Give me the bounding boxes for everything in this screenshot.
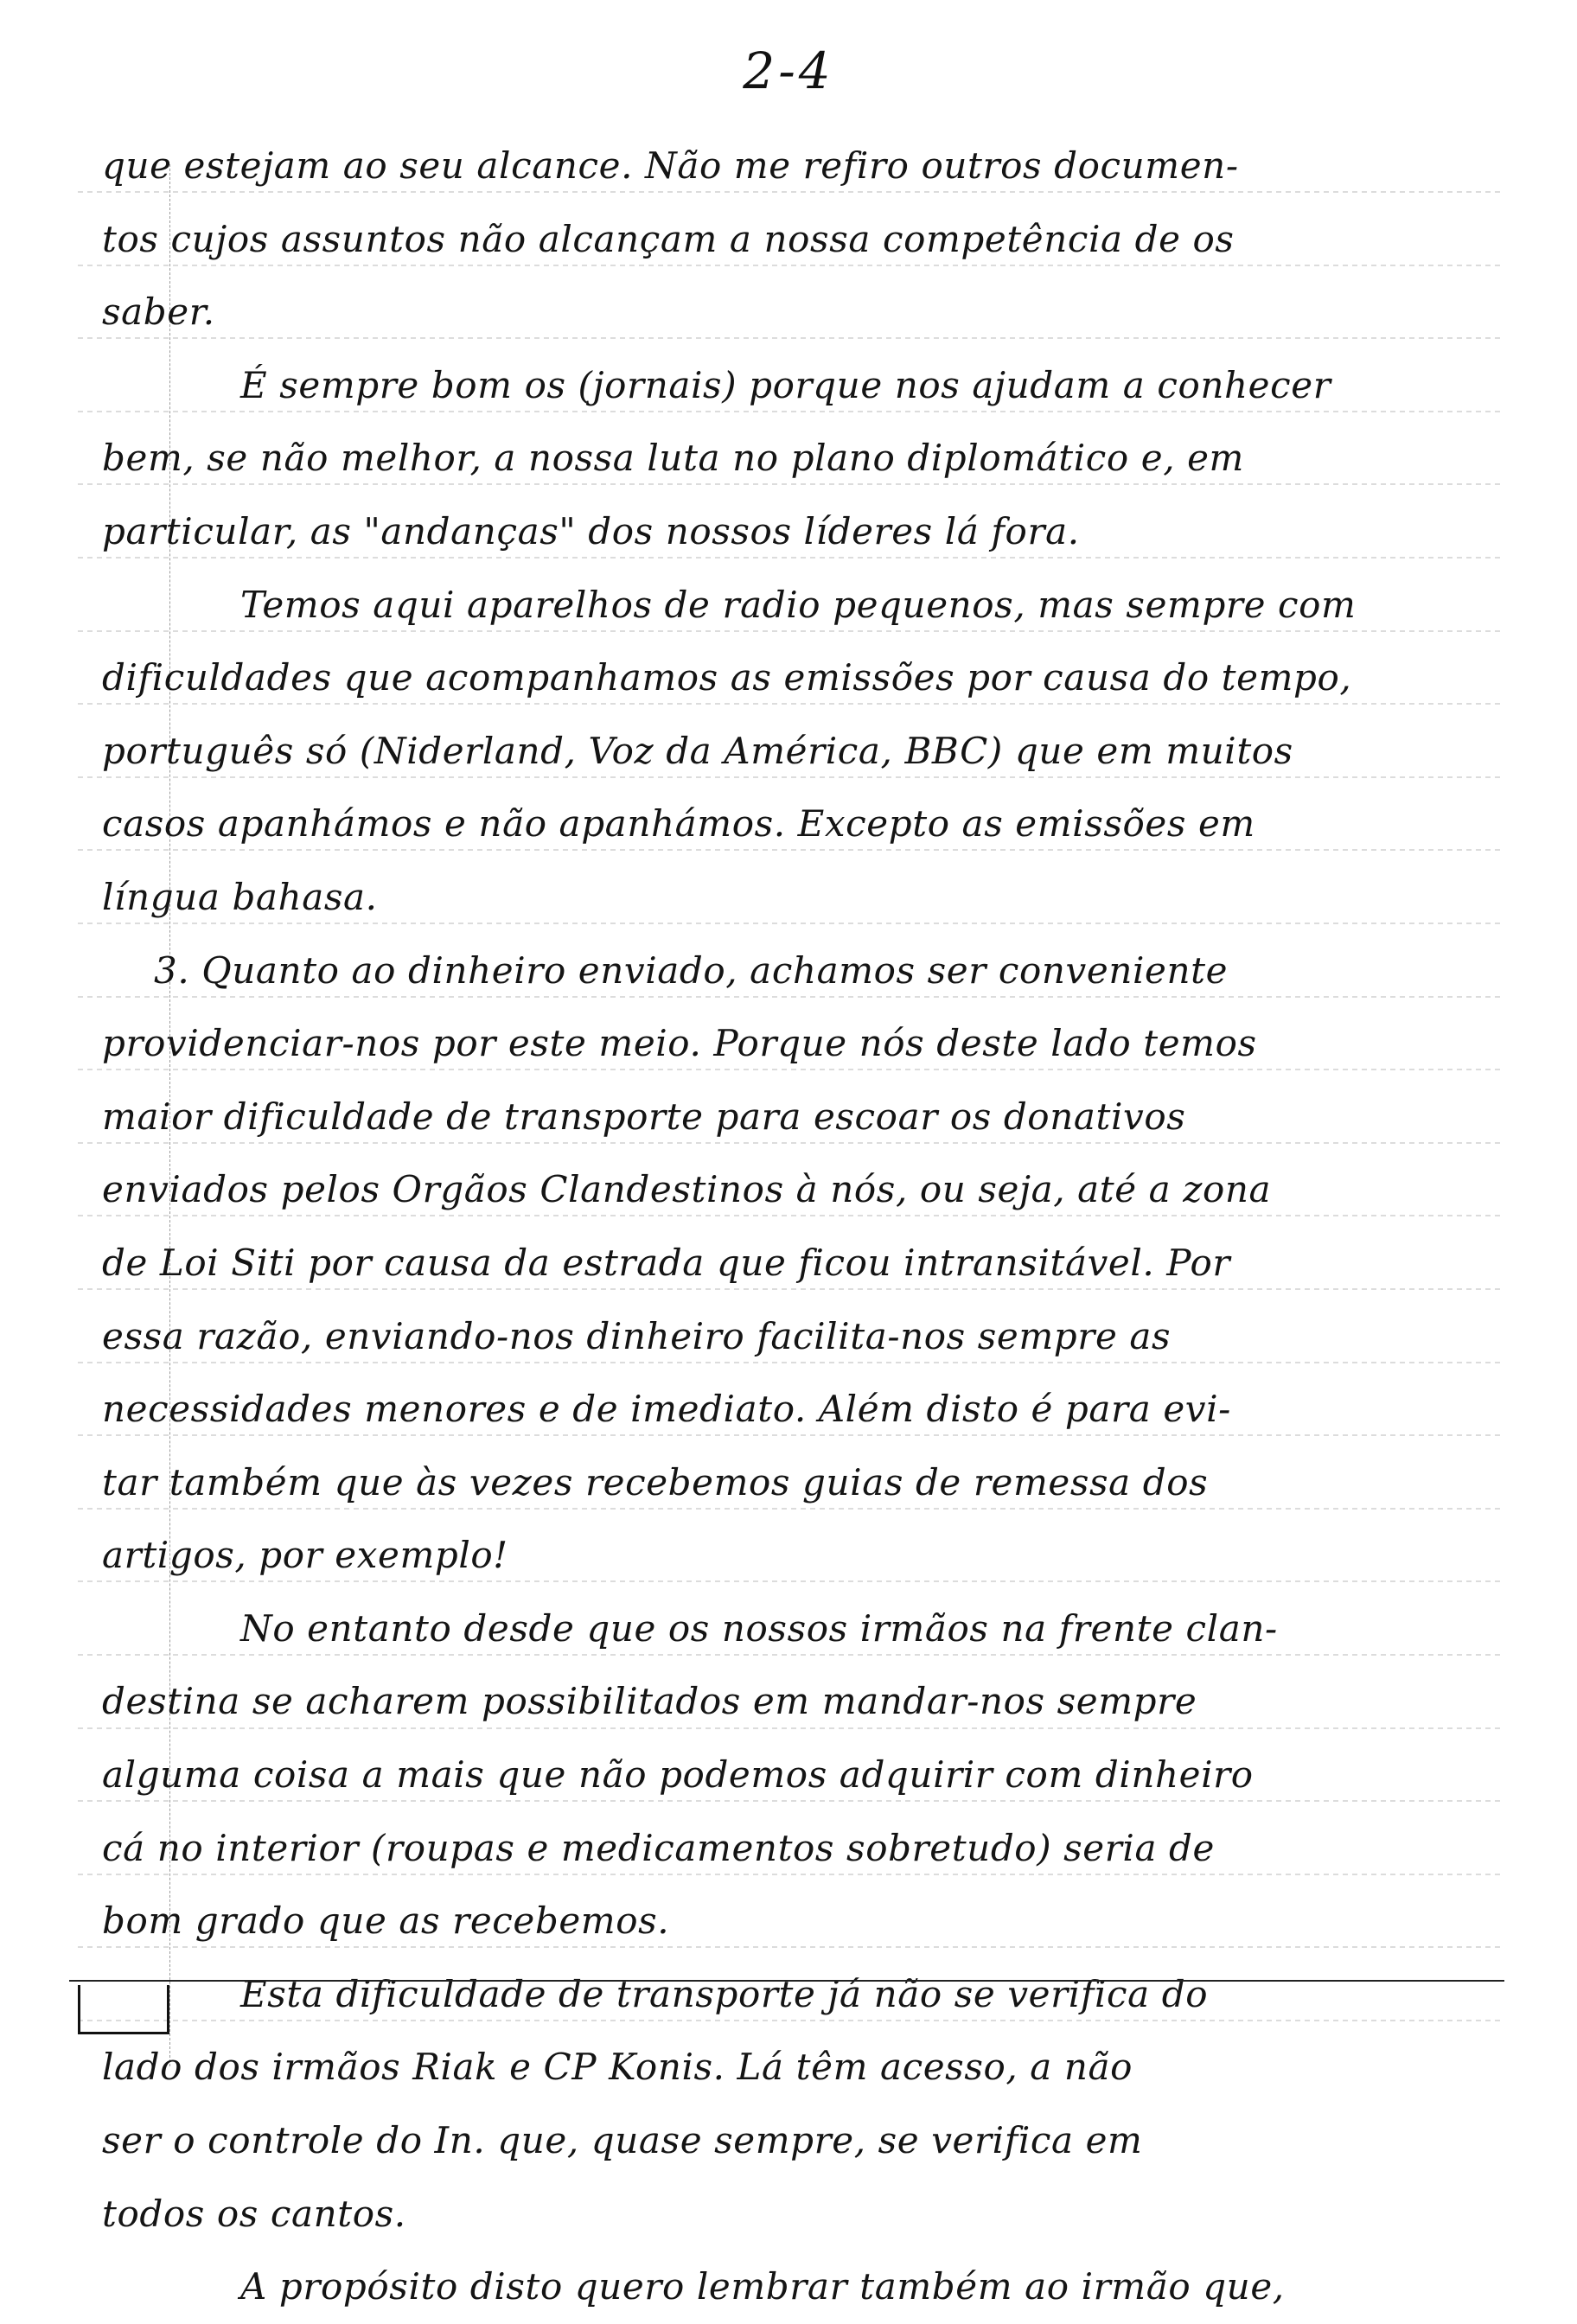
text-line: de Loi Siti por causa da estrada que ficou intransitável. Por [102, 1241, 1231, 1284]
text-line: tar também que às vezes recebemos guias de remessa dos [102, 1460, 1209, 1504]
text-line: 3. Quanto ao dinheiro enviado, achamos ser conveniente [154, 948, 1229, 992]
text-line: todos os cantos. [102, 2192, 406, 2235]
text-line: No entanto desde que os nossos irmãos na frente clan- [240, 1606, 1278, 1650]
margin-box [78, 1985, 169, 2034]
text-line: providenciar-nos por este meio. Porque nós deste lado temos [102, 1022, 1257, 1065]
text-line: artigos, por exemplo! [102, 1534, 508, 1577]
text-line: Esta dificuldade de transporte já não se verifica do [240, 1972, 1209, 2015]
text-line: saber. [102, 290, 215, 334]
text-line: essa razão, enviando-nos dinheiro facilita-nos sempre as [102, 1314, 1172, 1357]
text-line: cá no interior (roupas e medicamentos sobretudo) seria de [102, 1826, 1215, 1869]
text-line: ser o controle do In. que, quase sempre, se verifica em [102, 2119, 1143, 2162]
text-line: bom grado que as recebemos. [102, 1899, 670, 1943]
text-line: alguma coisa a mais que não podemos adquirir com dinheiro [102, 1753, 1254, 1797]
letter-body [102, 130, 1485, 2324]
text-line: português só (Niderland, Voz da América, BBC) que em muitos [102, 729, 1293, 772]
page-number: 2-4 [743, 42, 834, 100]
text-line: dificuldades que acompanhamos as emissões por causa do tempo, [102, 656, 1352, 699]
text-line: A propósito disto quero lembrar também ao irmão que, [240, 2265, 1285, 2308]
text-line: necessidades menores e de imediato. Além disto é para evi- [102, 1388, 1231, 1431]
text-line: lado dos irmãos Riak e CP Konis. Lá têm acesso, a não [102, 2046, 1133, 2089]
text-line: particular, as "andanças" dos nossos líderes lá fora. [102, 509, 1080, 552]
text-line: maior dificuldade de transporte para escoar os donativos [102, 1095, 1186, 1138]
text-line: enviados pelos Orgãos Clandestinos à nós, ou seja, até a zona [102, 1168, 1272, 1211]
text-line: língua bahasa. [102, 875, 378, 918]
text-line: Temos aqui aparelhos de radio pequenos, mas sempre com [240, 583, 1357, 626]
text-line: que estejam ao seu alcance. Não me refiro outros documen- [102, 144, 1239, 187]
text-line: tos cujos assuntos não alcançam a nossa competência de os [102, 217, 1235, 260]
text-line: bem, se não melhor, a nossa luta no plano diplomático e, em [102, 437, 1244, 480]
text-line: É sempre bom os (jornais) porque nos ajudam a conhecer [240, 363, 1331, 406]
bottom-rule [69, 1980, 1504, 1982]
text-line: destina se acharem possibilitados em mandar-nos sempre [102, 1680, 1197, 1723]
text-line: casos apanhámos e não apanhámos. Excepto as emissões em [102, 802, 1255, 846]
